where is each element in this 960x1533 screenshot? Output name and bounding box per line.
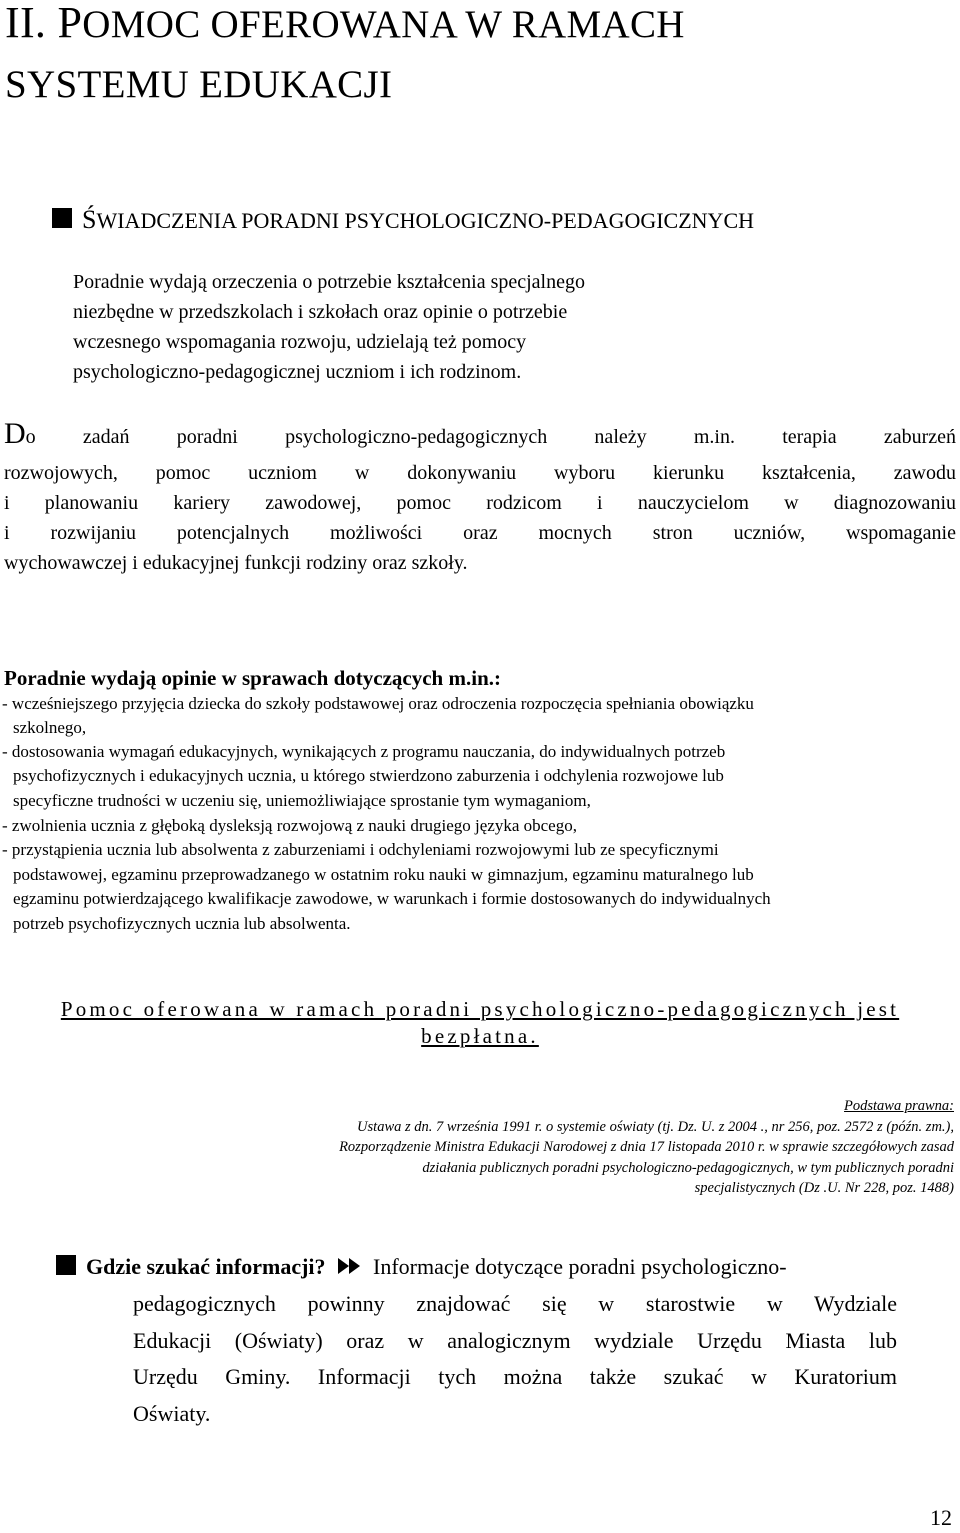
free-notice-line2: bezpłatna. <box>421 1024 539 1048</box>
where-first-text: Informacje dotyczące poradni psychologiczno- <box>373 1254 787 1279</box>
where-line: Urzędu Gminy. Informacji tych można także szukać w Kuratorium <box>133 1364 897 1389</box>
page-title <box>5 0 685 48</box>
tasks-dropcap: D <box>4 417 26 450</box>
page-title-line2: SYSTEMU EDUKACJI <box>5 63 393 106</box>
legal-basis-line: Rozporządzenie Ministra Edukacji Narodowej z dnia 17 listopada 2010 r. w sprawie szczegółowych zasad <box>339 1139 954 1155</box>
legal-basis-line: Ustawa z dn. 7 września 1991 r. o systemie oświaty (tj. Dz. U. z 2004 ., nr 256, poz. 2572 z (późn. zm.), <box>357 1118 954 1135</box>
section-heading-first-letter: Ś <box>82 205 97 234</box>
legal-basis-line: działania publicznych poradni psychologiczno-pedagogicznych, w tym publicznych poradni <box>422 1159 954 1176</box>
tasks-line-text: o zadań poradni psychologiczno-pedagogicznych należy m.in. terapia zaburzeń <box>25 426 956 448</box>
services-line: Poradnie wydają orzeczenia o potrzebie kształcenia specjalnego <box>73 271 585 293</box>
opinion-item-continued: specyficzne trudności w uczeniu się, uniemożliwiające sprostanie tym wymaganiom, <box>13 791 591 810</box>
page-title-line1: OMOC OFEROWANA W RAMACH <box>82 3 685 46</box>
where-first-line <box>56 1249 898 1287</box>
free-notice <box>4 996 956 1050</box>
tasks-line: wychowawczej i edukacyjnej funkcji rodziny oraz szkoły. <box>4 552 468 574</box>
legal-basis <box>339 1096 954 1199</box>
where-line: Edukacji (Oświaty) oraz w analogicznym wydziale Urzędu Miasta lub <box>133 1327 897 1353</box>
legal-basis-line: specjalistycznych (Dz .U. Nr 228, poz. 1488) <box>694 1180 954 1196</box>
opinion-item: - wcześniejszego przyjęcia dziecka do szkoły podstawowej oraz odroczenia rozpoczęcia spełniania obowiązku <box>2 694 754 713</box>
page-title-initials: II. P <box>5 0 83 47</box>
section-heading-text: WIADCZENIA PORADNI PSYCHOLOGICZNO-PEDAGOGICZNYCH <box>96 208 755 233</box>
services-line: niezbędne w przedszkolach i szkołach oraz opinie o potrzebie <box>73 301 568 323</box>
tasks-line: i rozwijaniu potencjalnych możliwości oraz mocnych stron uczniów, wspomaganie <box>4 522 956 544</box>
free-notice-line1: Pomoc oferowana w ramach poradni psychologiczno-pedagogicznych jest <box>60 997 900 1021</box>
opinion-item: - dostosowania wymagań edukacyjnych, wynikających z programu nauczania, do indywidualnych potrzeb <box>2 742 726 761</box>
section-heading-services <box>52 205 754 235</box>
legal-basis-heading: Podstawa prawna: <box>844 1098 954 1114</box>
where-label: Gdzie szukać informacji? <box>86 1254 326 1279</box>
where-line: Oświaty. <box>133 1400 211 1426</box>
opinions-heading: Poradnie wydają opinie w sprawach dotyczących m.in.: <box>4 666 501 690</box>
where-paragraph <box>133 1286 897 1432</box>
tasks-paragraph <box>4 458 956 578</box>
double-arrow-right-icon <box>337 1250 363 1287</box>
opinion-item-continued: szkolnego, <box>13 718 87 737</box>
opinion-item-continued: potrzeb psychofizycznych ucznia lub absolwenta. <box>13 914 351 933</box>
opinion-item: - przystąpienia ucznia lub absolwenta z zaburzeniami i odchyleniami rozwojowymi lub ze specyficznymi <box>2 840 719 859</box>
tasks-line: i planowaniu kariery zawodowej, pomoc rodzicom i nauczycielom w diagnozowaniu <box>4 492 956 514</box>
opinion-item: - zwolnienia ucznia z głęboką dysleksją rozwojową z nauki drugiego języka obcego, <box>2 816 577 835</box>
opinion-item-continued: egzaminu potwierdzającego kwalifikacje zawodowe, w warunkach i formie dostosowanych do indywidualnych <box>13 889 771 908</box>
services-line: psychologiczno-pedagogicznej uczniom i ich rodzinom. <box>73 361 522 383</box>
opinion-item-continued: podstawowej, egzaminu przeprowadzanego w ostatnim roku nauki w gimnazjum, egzaminu maturalnego lub <box>13 865 754 884</box>
services-paragraph <box>73 267 773 387</box>
tasks-line: rozwojowych, pomoc uczniom w dokonywaniu wyboru kierunku kształcenia, zawodu <box>4 462 956 484</box>
opinion-item-continued: psychofizycznych i edukacyjnych ucznia, u którego stwierdzono zaburzenia i odchylenia rozwojowe lub <box>13 766 724 785</box>
black-square-bullet-icon <box>56 1255 76 1275</box>
black-square-bullet-icon <box>52 208 72 228</box>
tasks-line-first <box>4 417 956 452</box>
page-number: 12 <box>930 1505 952 1530</box>
where-line: pedagogicznych powinny znajdować się w starostwie w Wydziale <box>133 1291 897 1316</box>
services-line: wczesnego wspomagania rozwoju, udzielają też pomocy <box>73 331 527 353</box>
